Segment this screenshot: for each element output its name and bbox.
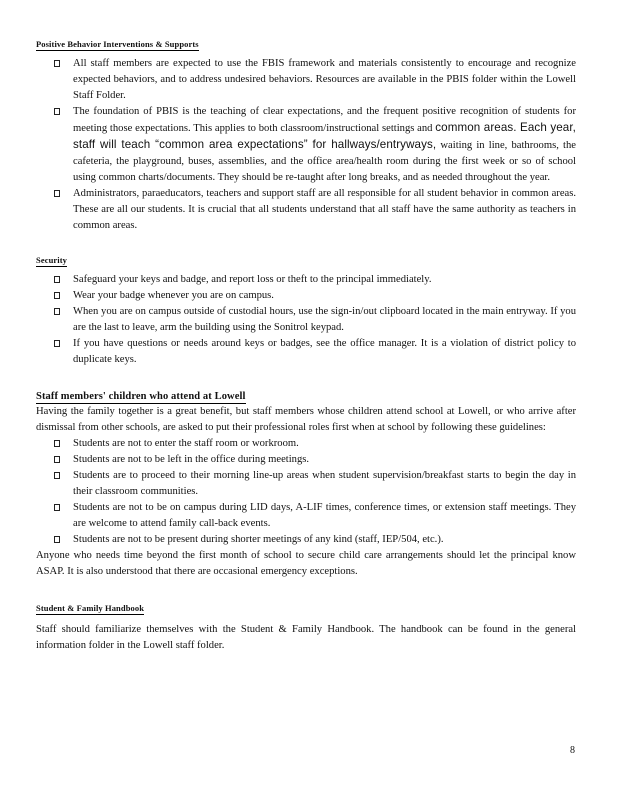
section-heading: Student & Family Handbook	[36, 603, 145, 613]
section-heading: Staff members' children who attend at Lowell	[36, 391, 246, 402]
outro-paragraph: Anyone who needs time beyond the first month of school to secure child care arrangements should let the principal know ASAP. It is also understood that there are occasional emergency exceptions.	[36, 550, 576, 577]
section-handbook	[36, 598, 576, 654]
checkbox-bullet-icon	[54, 456, 60, 463]
list-item-text: Students are not to be left in the office during meetings.	[73, 454, 310, 465]
list-item-text: All staff members are expected to use the FBIS framework and materials consistently to encourage and recognize expected behaviors, and to address undesired behaviors. Resources are available in the PBIS folder within the Lowell Staff Folder.	[73, 58, 576, 101]
list-item-text: If you have questions or needs around keys or badges, see the office manager. It is a violation of district policy to duplicate keys.	[73, 338, 576, 365]
checkbox-bullet-icon	[54, 292, 60, 299]
checkbox-bullet-icon	[54, 108, 60, 115]
section-security	[36, 250, 576, 368]
list-item	[36, 304, 576, 336]
list-item	[36, 436, 576, 452]
list-item	[36, 56, 576, 104]
list-item-text: Wear your badge whenever you are on campus.	[73, 290, 274, 301]
checkbox-bullet-icon	[54, 60, 60, 67]
page-number: 8	[570, 745, 575, 756]
list-item-text: When you are on campus outside of custodial hours, use the sign-in/out clipboard located in the main entryway. If you are the last to leave, arm the building using the Sonitrol keypad.	[73, 306, 576, 333]
section-pbis	[36, 34, 576, 234]
list-item	[36, 532, 576, 548]
handbook-paragraph: Staff should familiarize themselves with the Student & Family Handbook. The handbook can be found in the general information folder in the Lowell staff folder.	[36, 624, 576, 651]
list-item	[36, 104, 576, 186]
list-item-text: The foundation of PBIS is the teaching of clear expectations, and the frequent positive recognition of students for meeting those expectations. This applies to both classroom/instructional settings and	[73, 106, 576, 134]
checkbox-bullet-icon	[54, 308, 60, 315]
checkbox-bullet-icon	[54, 190, 60, 197]
section-heading: Positive Behavior Interventions & Supports	[36, 39, 199, 49]
list-item	[36, 468, 576, 500]
intro-paragraph: Having the family together is a great benefit, but staff members whose children attend school at Lowell, or who arrive after dismissal from other schools, are asked to put their professional roles first when at school by following these guidelines:	[36, 406, 576, 433]
list-item	[36, 272, 576, 288]
list-item-text: Students are not to be present during shorter meetings of any kind (staff, IEP/504, etc.).	[73, 534, 444, 545]
bullet-list	[36, 272, 576, 368]
checkbox-bullet-icon	[54, 276, 60, 283]
checkbox-bullet-icon	[54, 340, 60, 347]
list-item-text: Students are not to enter the staff room or workroom.	[73, 438, 299, 449]
checkbox-bullet-icon	[54, 536, 60, 543]
checkbox-bullet-icon	[54, 472, 60, 479]
list-item-text: Administrators, paraeducators, teachers and support staff are all responsible for all student behavior in common areas. These are all our students. It is crucial that all students understand that all staff have the same authority as teachers in common areas.	[73, 188, 576, 231]
checkbox-bullet-icon	[54, 440, 60, 447]
list-item	[36, 452, 576, 468]
bullet-list	[36, 56, 576, 234]
list-item	[36, 336, 576, 368]
document-page	[36, 34, 576, 654]
list-item	[36, 500, 576, 532]
list-item-text: Students are to proceed to their morning line-up areas when student supervision/breakfast starts to begin the day in their classroom communities.	[73, 470, 576, 497]
emphasis-text: common areas. Each year, staff will teach “common area expectations” for hallways/entryways,	[73, 121, 576, 151]
list-item-text: Safeguard your keys and badge, and report loss or theft to the principal immediately.	[73, 274, 432, 285]
checkbox-bullet-icon	[54, 504, 60, 511]
bullet-list	[36, 436, 576, 548]
list-item-text: Students are not to be on campus during LID days, A-LIF times, conference times, or extension staff meetings. They are welcome to attend family call-back events.	[73, 502, 576, 529]
section-staff-children	[36, 386, 576, 580]
list-item	[36, 288, 576, 304]
list-item-text: waiting in line, bathrooms, the cafeteria, the playground, buses, assemblies, and the office area/health room during the first week or so of school using common charts/documents. They should be re-taught after long breaks, and as needed throughout the year.	[73, 140, 576, 183]
list-item	[36, 186, 576, 234]
section-heading: Security	[36, 255, 68, 265]
